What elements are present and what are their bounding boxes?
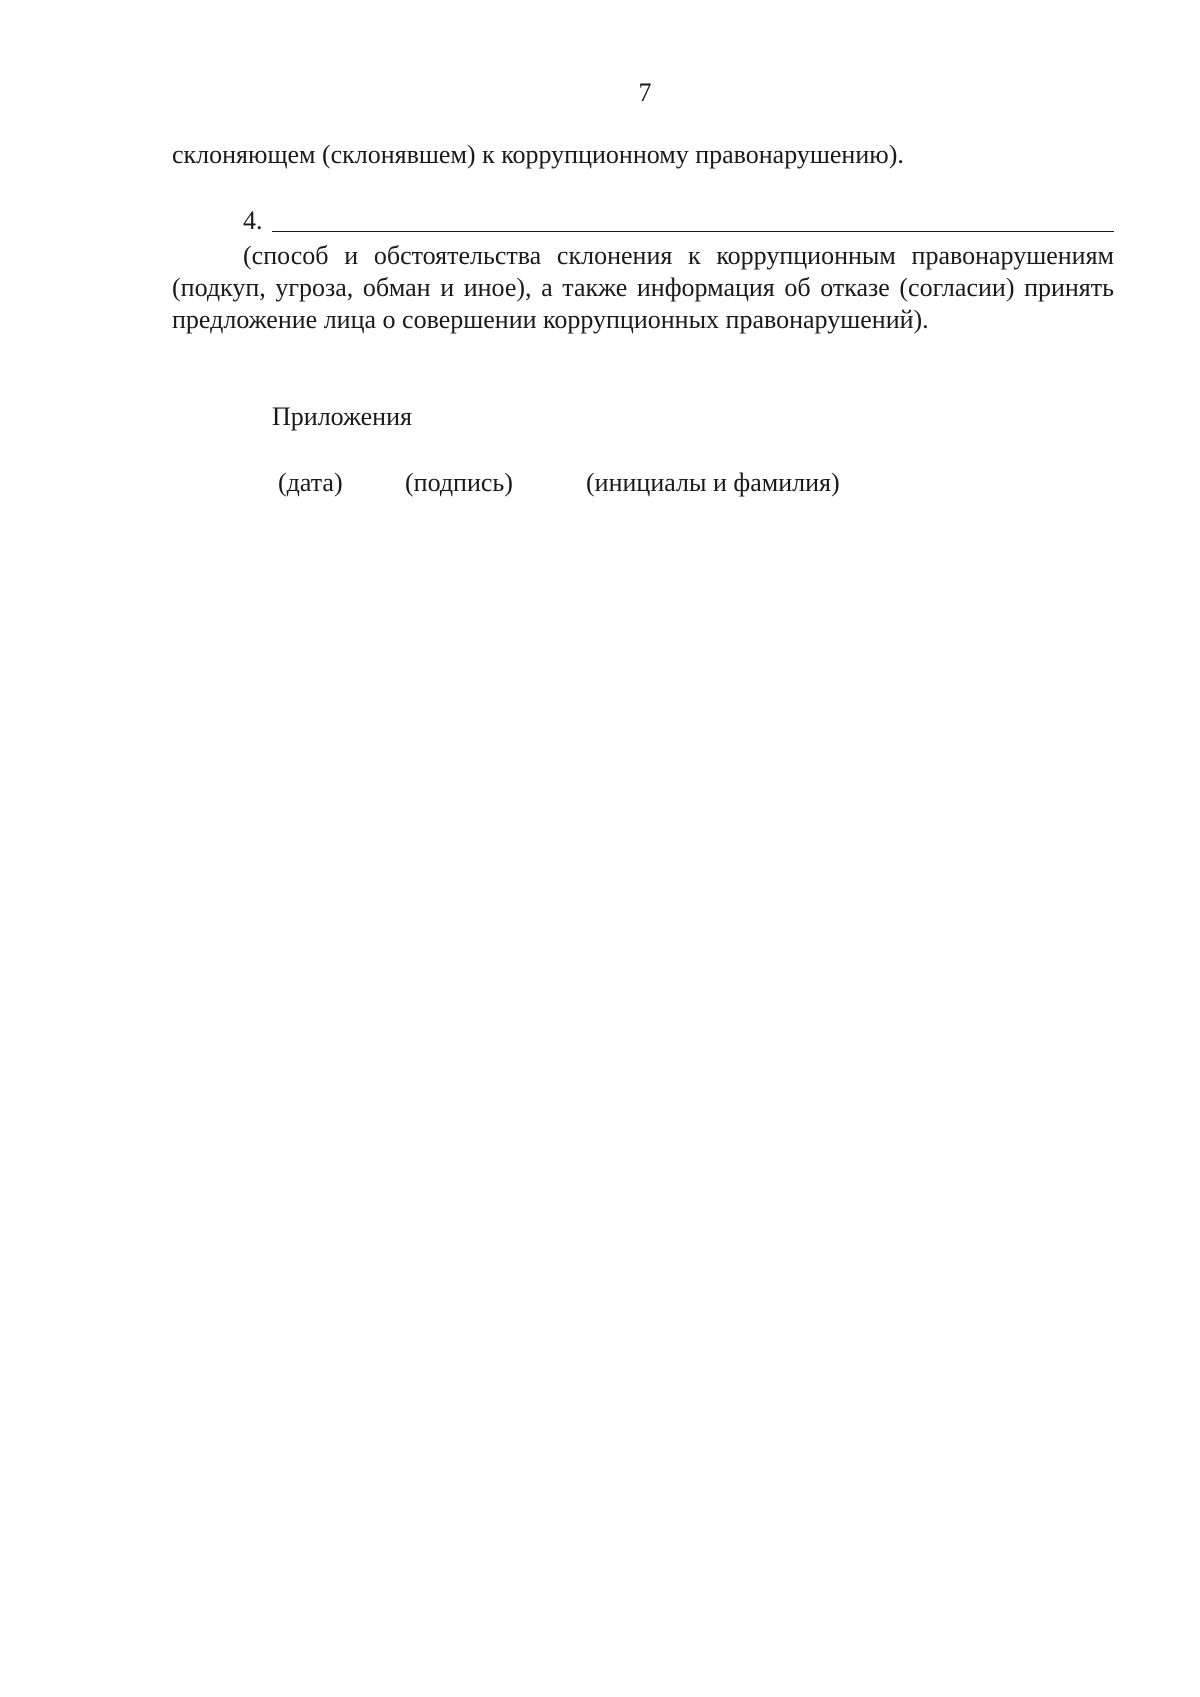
appendix-label: Приложения xyxy=(272,402,412,431)
page-number: 7 xyxy=(638,78,652,107)
signature-name-label: (инициалы и фамилия) xyxy=(586,468,840,497)
blank-fill-line xyxy=(272,231,1114,232)
item-number: 4. xyxy=(243,206,263,235)
continuation-text: склоняющем (склонявшем) к коррупционному правонарушению). xyxy=(172,140,904,169)
signature-date-label: (дата) xyxy=(278,468,343,497)
item-explanation: (способ и обстоятельства склонения к коррупционным правонарушениям (подкуп, угроза, обман и иное), а также информация об отказе (согласии) принять предложение лица о совершении коррупционных правонарушений). xyxy=(172,241,1114,334)
signature-sign-label: (подпись) xyxy=(405,468,513,497)
